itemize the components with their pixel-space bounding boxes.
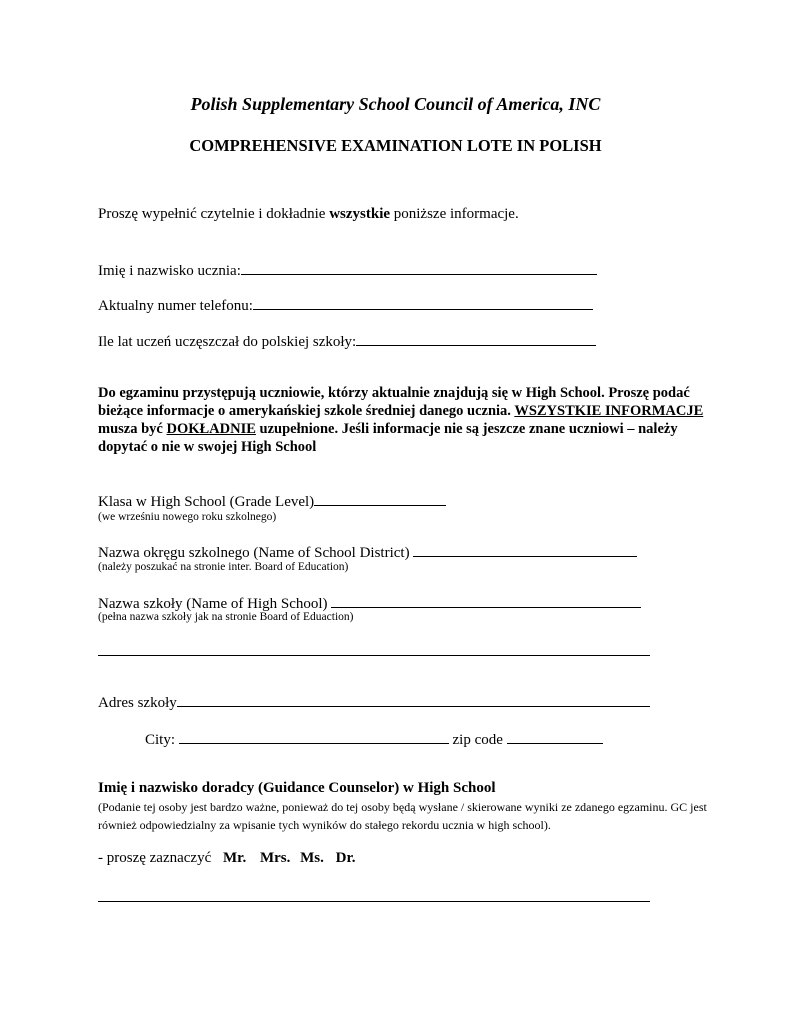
title-option-ms[interactable]: Ms. (300, 850, 324, 866)
grade-note: (we wrześniu nowego roku szkolnego) (98, 511, 277, 523)
address-field[interactable] (177, 692, 650, 707)
grade-row (98, 491, 446, 511)
years-row (98, 331, 596, 351)
notice-emphasis-exactly: DOKŁADNIE (166, 421, 256, 437)
title-option-mr[interactable]: Mr. (223, 850, 247, 866)
zip-field[interactable] (507, 729, 603, 744)
student-name-field[interactable] (241, 260, 597, 275)
notice-paragraph (98, 384, 708, 456)
school-name-label: Nazwa szkoły (Name of High School) (98, 596, 328, 612)
organization-title: Polish Supplementary School Council of America, INC (190, 94, 601, 114)
district-label: Nazwa okręgu szkolnego (Name of School District) (98, 545, 410, 561)
counselor-note: (Podanie tej osoby jest bardzo ważne, ponieważ do tej osoby będą wysłane / skierowane wyniki ze zdanego egzaminu. GC jest również odpowiedzialny za wpisanie tych wyników do stałego rekordu ucznia w high school). (98, 800, 707, 832)
notice-part3: uzupełnione. Jeśli informacje nie są jeszcze znane uczniowi – należy dopytać o nie w swojej High School (98, 421, 678, 455)
instruction-text (98, 206, 519, 223)
school-name-continuation-line[interactable] (98, 655, 650, 656)
school-name-field[interactable] (331, 593, 641, 608)
exam-title: COMPREHENSIVE EXAMINATION LOTE IN POLISH (189, 136, 602, 155)
city-field[interactable] (179, 729, 449, 744)
district-note: (należy poszukać na stronie inter. Board of Education) (98, 561, 349, 573)
school-name-note: (pełna nazwa szkoły jak na stronie Board of Eduaction) (98, 611, 354, 623)
school-name-row (98, 593, 641, 613)
district-field[interactable] (413, 542, 637, 557)
notice-part2: musza być (98, 421, 167, 437)
notice-emphasis-all-info: WSZYSTKIE INFORMACJE (514, 403, 704, 419)
counselor-heading: Imię i nazwisko doradcy (Guidance Counselor) w High School (98, 780, 496, 796)
title-option-dr[interactable]: Dr. (335, 850, 356, 866)
phone-row (98, 295, 593, 315)
grade-label: Klasa w High School (Grade Level) (98, 494, 315, 510)
student-name-label: Imię i nazwisko ucznia: (98, 263, 241, 279)
notice-part1: Do egzaminu przystępują uczniowie, którzy aktualnie znajdują się w High School. Proszę podać bieżące informacje o amerykańskiej szkole średniej danego ucznia. (98, 385, 690, 419)
zip-label: zip code (452, 732, 503, 748)
instruction-after: poniższe informacje. (390, 206, 519, 222)
years-field[interactable] (356, 331, 596, 346)
instruction-bold: wszystkie (329, 206, 391, 222)
city-row (145, 729, 603, 749)
phone-label: Aktualny numer telefonu: (98, 298, 253, 314)
counselor-title-row (98, 850, 355, 867)
address-row (98, 692, 650, 712)
counselor-name-field[interactable] (98, 901, 650, 902)
grade-field[interactable] (314, 491, 446, 506)
district-row (98, 542, 637, 562)
student-name-row (98, 260, 597, 280)
phone-field[interactable] (253, 295, 593, 310)
instruction-before: Proszę wypełnić czytelnie i dokładnie (98, 206, 330, 222)
city-label: City: (145, 732, 176, 748)
title-prompt: - proszę zaznaczyć (98, 850, 212, 866)
address-label: Adres szkoły (98, 695, 177, 711)
title-option-mrs[interactable]: Mrs. (259, 850, 291, 866)
years-label: Ile lat uczeń uczęszczał do polskiej szkoły: (98, 334, 357, 350)
